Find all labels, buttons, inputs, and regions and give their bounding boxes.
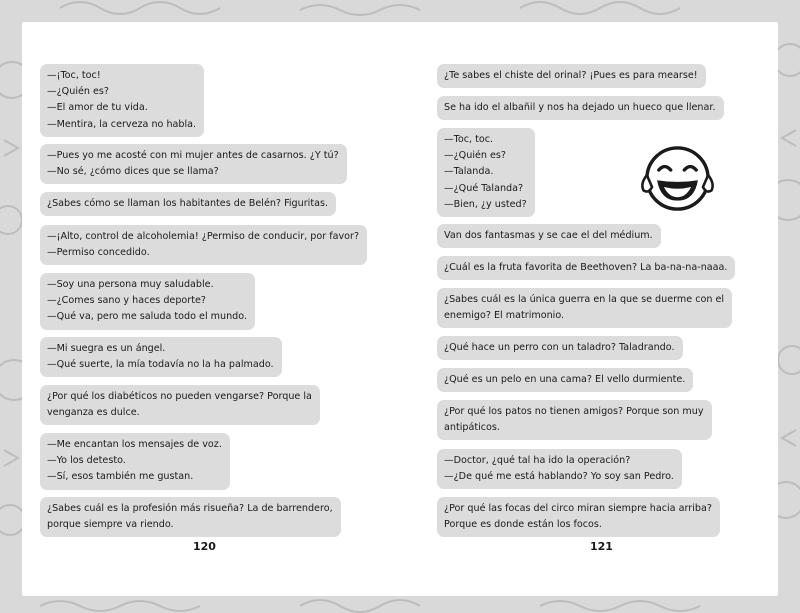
joke-bubble: —Pues yo me acosté con mi mujer antes de casarnos. ¿Y tú? —No sé, ¿cómo dices que se llama? <box>40 144 347 184</box>
left-page <box>40 40 370 580</box>
joke-bubble: ¿Qué hace un perro con un taladro? Taladrando. <box>437 336 683 360</box>
laughing-tears-emoji-icon <box>635 136 720 221</box>
page-number-right: 121 <box>590 540 613 553</box>
joke-bubble: Se ha ido el albañil y nos ha dejado un hueco que llenar. <box>437 96 724 120</box>
page-number-left: 120 <box>193 540 216 553</box>
joke-bubble: Van dos fantasmas y se cae el del médium. <box>437 224 661 248</box>
joke-bubble: ¿Por qué los diabéticos no pueden vengarse? Porque la venganza es dulce. <box>40 385 320 425</box>
joke-bubble: ¿Por qué las focas del circo miran siempre hacia arriba? Porque es donde están los focos. <box>437 497 720 537</box>
right-page <box>437 40 767 580</box>
joke-bubble: ¿Cuál es la fruta favorita de Beethoven? La ba-na-na-naaa. <box>437 256 735 280</box>
joke-bubble: —Mi suegra es un ángel. —Qué suerte, la mía todavía no la ha palmado. <box>40 337 282 377</box>
joke-bubble: ¿Sabes cuál es la profesión más risueña? La de barrendero, porque siempre va riendo. <box>40 497 341 537</box>
joke-bubble: ¿Qué es un pelo en una cama? El vello durmiente. <box>437 368 693 392</box>
joke-bubble: —¡Alto, control de alcoholemia! ¿Permiso de conducir, por favor? —Permiso concedido. <box>40 225 367 265</box>
joke-bubble: —Toc, toc. —¿Quién es? —Talanda. —¿Qué Talanda? —Bien, ¿y usted? <box>437 128 535 217</box>
joke-bubble: ¿Sabes cómo se llaman los habitantes de Belén? Figuritas. <box>40 192 336 216</box>
joke-bubble: —Me encantan los mensajes de voz. —Yo los detesto. —Sí, esos también me gustan. <box>40 433 230 490</box>
joke-bubble: —¡Toc, toc! —¿Quién es? —El amor de tu vida. —Mentira, la cerveza no habla. <box>40 64 204 137</box>
joke-bubble: —Soy una persona muy saludable. —¿Comes sano y haces deporte? —Qué va, pero me saluda todo el mundo. <box>40 273 255 330</box>
joke-bubble: ¿Por qué los patos no tienen amigos? Porque son muy antipáticos. <box>437 400 712 440</box>
joke-bubble: ¿Sabes cuál es la única guerra en la que se duerme con el enemigo? El matrimonio. <box>437 288 732 328</box>
joke-bubble: ¿Te sabes el chiste del orinal? ¡Pues es para mearse! <box>437 64 706 88</box>
joke-bubble: —Doctor, ¿qué tal ha ido la operación? —¿De qué me está hablando? Yo soy san Pedro. <box>437 449 682 489</box>
